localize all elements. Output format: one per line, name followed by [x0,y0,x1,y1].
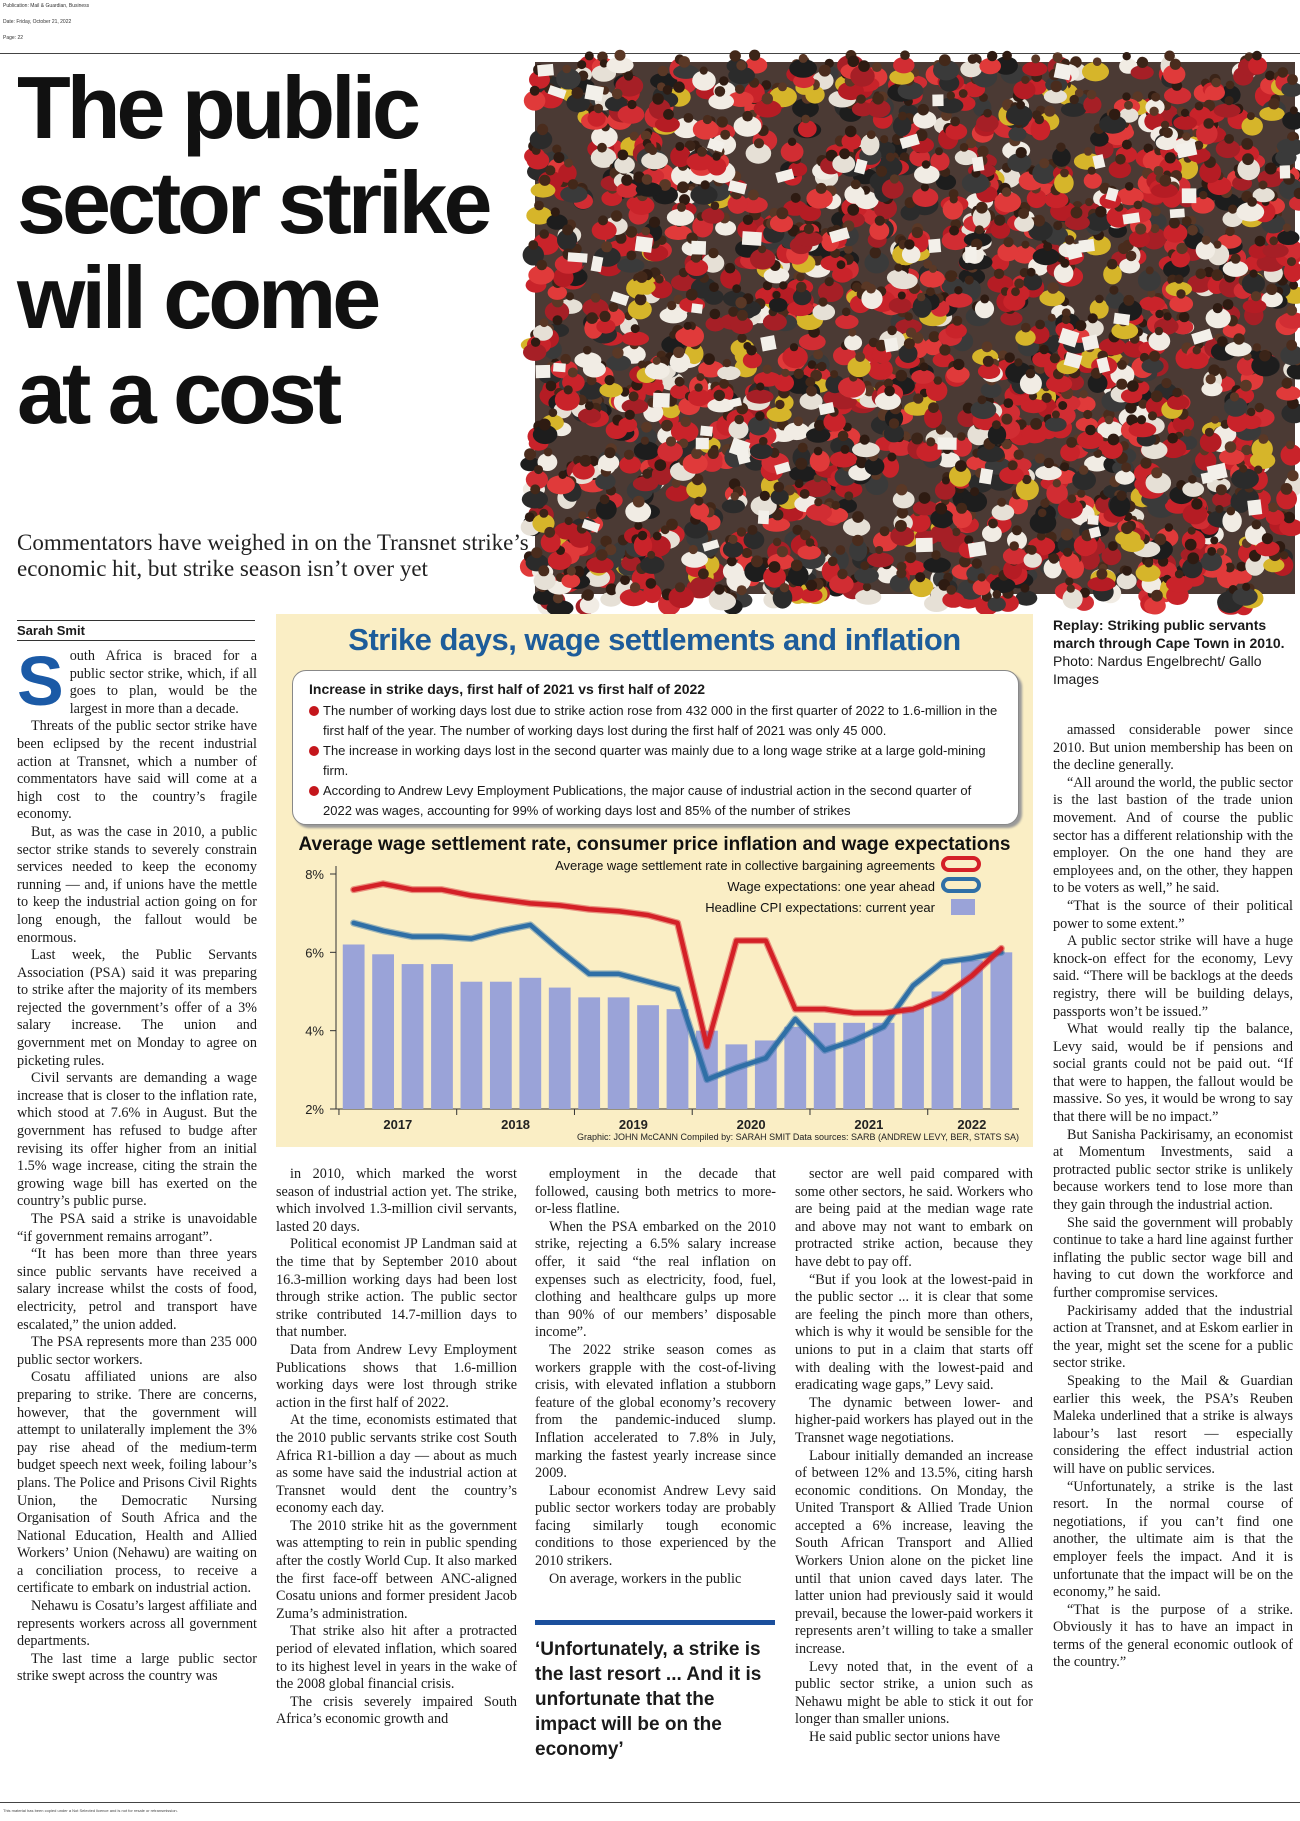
y-tick-label: 6% [305,945,324,961]
wage-chart [276,854,1033,1132]
article-column-5 [1053,722,1293,1672]
byline: Sarah Smit [17,620,255,641]
article-paragraph: The 2010 strike hit as the government was attempting to rein in public spending after the costly World Cup. It also marked the first face-off between ANC-aligned Cosatu unions and former president Jacob Zuma’s administration. [276,1517,517,1622]
legend-expectations-label: Wage expectations: one year ahead [727,879,935,894]
article-paragraph: Threats of the public sector strike have been eclipsed by the recent industrial action at Transnet, which a number of commentators have said will come at a high cost to the country’s fragile economy. [17,718,257,823]
headline-line: will come [17,248,378,347]
graphic-title: Strike days, wage settlements and inflation [348,622,961,657]
cpi-bar [608,997,630,1109]
article-paragraph: “That is the purpose of a strike. Obviously it has to have an impact in terms of the general economic outlook of the country.” [1053,1601,1293,1671]
article-paragraph: in 2010, which marked the worst season of industrial action yet. The strike, which involved 1.3-million civil servants, lasted 20 days. [276,1166,517,1235]
article-paragraph: The 2022 strike season comes as workers grapple with the cost-of-living crisis, with elevated inflation a stubborn feature of the global economy’s recovery from the pandemic-induced slump. Inflation accelerated to 7.8% in July, marking the fastest yearly increase since 2009. [535,1341,776,1482]
cpi-bar [725,1044,747,1109]
cpi-bar [343,945,365,1110]
article-paragraph: But, as was the case in 2010, a public sector strike stands to severely constrain services needed to keep the economy running — and, if unions have the mettle to keep the industrial action going on for long enough, the fallout would be enormous. [17,823,257,946]
article-paragraph: The last time a large public sector strike swept across the country was [17,1650,257,1685]
cpi-bar [372,954,394,1109]
cpi-bar [990,952,1012,1109]
info-bullet: According to Andrew Levy Employment Publications, the major cause of industrial action in the second quarter of 2022 was wages, accounting for 99% of working days lost and 85% of the number of strikes [309,781,1002,821]
x-tick-label: 2017 [383,1117,413,1132]
article-paragraph: Cosatu affiliated unions are also preparing to strike. There are concerns, however, that the government will attempt to unilaterally implement the 3% pay rise ahead of the medium-term budget speech next week, foiling labour’s plans. The Police and Prisons Civil Rights Union, the Democratic Nursing Organisation of South Africa and the National Education, Health and Allied Workers’ Union (Nehawu) are waiting on a conciliation process, to receive a certificate to embark on industrial action. [17,1369,257,1597]
article-paragraph: What would really tip the balance, Levy said, would be if pensions and social grants could not be paid out. “If that were to happen, the fallout would be massive. So yes, it would be wrong to say that there will be no impact.” [1053,1021,1293,1126]
headline-line: The public [17,58,417,157]
legend-cpi-swatch [951,899,975,915]
article-paragraph: Speaking to the Mail & Guardian earlier this week, the PSA’s Reuben Maleka underlined that a strike is always labour’s last resort — especially considering the effect industrial action will have on public services. [1053,1372,1293,1477]
article-paragraph: Last week, the Public Servants Association (PSA) said it was preparing to strike after the majority of its members rejected the government’s offer of a 3% salary increase. The union and government met on Monday to agree on picketing rules. [17,947,257,1069]
pull-quote: ‘Unfortunately, a strike is the last resort ... And it is unfortunate that the impact will be on the economy’ [535,1620,775,1762]
cpi-bar [519,978,541,1109]
article-paragraph: outh Africa is braced for a public sector strike, which, if all goes to plan, would be the largest in more than a decade. [69,648,257,717]
article-paragraph: “That is the source of their political power to some extent.” [1053,897,1293,932]
cpi-bar [490,982,512,1109]
info-box [292,670,1019,825]
x-tick-label: 2020 [736,1117,766,1132]
article-paragraph: A public sector strike will have a huge knock-on effect for the economy, Levy said. “There will be backlogs at the deeds registry, there will be building delays, passports won’t be issued.” [1053,933,1293,1020]
headline-line: sector strike [17,153,489,252]
x-tick-label: 2022 [957,1117,987,1132]
article-paragraph: She said the government will probably continue to take a hard line against further inflating the public sector wage bill and having to cut down the workforce and further compromise services. [1053,1214,1293,1301]
article-column-4 [795,1166,1033,1747]
cpi-bar [431,964,453,1109]
x-tick-label: 2021 [854,1117,884,1132]
article-paragraph: But Sanisha Packirisamy, an economist at Momentum Investments, said a protracted public sector strike is unlikely because workers tend to lose more than they gain through the industrial action. [1053,1126,1293,1214]
cpi-bar [461,982,483,1109]
x-tick-label: 2018 [501,1117,531,1132]
article-paragraph: Levy noted that, in the event of a public sector strike, a union such as Nehawu might be able to stick it out for longer than smaller unions. [795,1658,1033,1728]
article-paragraph: That strike also hit after a protracted period of elevated inflation, which soared to its highest level in years in the wake of the 2008 global financial crisis. [276,1623,517,1693]
legend-expectations-swatch [943,879,979,891]
headline [17,60,537,440]
article-paragraph: When the PSA embarked on the 2010 strike, rejecting a 6.5% salary increase offer, it said “the real inflation on expenses such as electricity, food, fuel, clothing and healthcare gulps up more than 90% of our members’ disposable income”. [535,1218,776,1341]
cpi-bar [932,992,954,1110]
drop-cap: S [17,642,64,720]
article-paragraph: Data from Andrew Levy Employment Publications shows that 1.6-million working days were lost through strike action in the first half of 2022. [276,1341,517,1411]
cpi-bar [402,964,424,1109]
legend-settlement-swatch [943,858,979,870]
crowd-photo-image [535,62,1295,594]
y-tick-label: 4% [305,1023,324,1039]
x-tick-label: 2019 [618,1117,648,1132]
article-paragraph: Political economist JP Landman said at the time that by September 2010 about 16.3-million working days had been lost through strike action. The public sector strike contributed 14.7-million days to that number. [276,1236,517,1341]
article-paragraph: He said public sector unions have [809,1729,1001,1745]
standfirst: Commentators have weighed in on the Transnet strike’s economic hit, but strike season isn’t over yet [17,530,529,581]
article-column-1 [17,642,257,1686]
article-column-3 [535,1166,776,1588]
cpi-bar [784,1027,806,1109]
article-paragraph: The crisis severely impaired South Africa’s economic growth and [276,1693,517,1728]
page-meta: Page: 22 [3,35,24,41]
cpi-bar [873,1023,895,1109]
article-paragraph: “But if you look at the lowest-paid in the public sector ... it is clear that some are feeling the pinch more than others, which is why it would be sensible for the unions to put in a claim that starts off with dealing with the lowest-paid and eradicating wage gaps,” Levy said. [795,1271,1033,1394]
article-paragraph: “All around the world, the public sector is the last bastion of the trade union movement. And of course the public sector has a different relationship with the employer. On the one hand they are employees and, on the other, they happen to be voters as well,” he said. [1053,774,1293,897]
graphic-credits: Graphic: JOHN McCANN Compiled by: SARAH SMIT Data sources: SARB (ANDREW LEVY, BER, STATS SA) [577,1132,1019,1142]
info-box-title: Increase in strike days, first half of 2021 vs first half of 2022 [309,681,706,697]
cpi-bar [637,1005,659,1109]
article-paragraph: Nehawu is Cosatu’s largest affiliate and represents workers across all government departments. [17,1598,257,1650]
article-paragraph: At the time, economists estimated that the 2010 public servants strike cost South Africa R1-billion a day — about as much as some have said the industrial action at Transnet would dent the country’s economy each day. [276,1412,517,1517]
article-paragraph: Packirisamy added that the industrial action at Transnet, and at Eskom earlier in the year, might set the scene for a public sector strike. [1053,1302,1293,1372]
headline-line: at a cost [17,343,339,442]
article-paragraph: Labour economist Andrew Levy said public sector workers today are probably facing similarly tough economic conditions to those experienced by the 2010 strikers. [535,1482,776,1570]
article-paragraph: On average, workers in the public [549,1570,742,1587]
article-column-2 [276,1166,517,1729]
y-tick-label: 2% [305,1102,324,1117]
footer-notice: This material has been copied under a Not Selected licence and is not for resale or retransmission. [3,1808,178,1813]
article-paragraph: Labour initially demanded an increase of between 12% and 13.5%, citing harsh economic conditions. On Monday, the United Transport & Allied Trade Union accepted a 6% increase, leaving the South African Transport and Allied Workers Union alone on the picket line until that union caved days later. The latter union had previously said it would prevail, because the lower-paid workers it represents aren’t willing to take a smaller increase. [795,1447,1033,1658]
infographic [276,614,1033,1147]
article-paragraph: “Unfortunately, a strike is the last resort. In the normal course of negotiations, if you can’t find one another, the ultimate aim is that the employer feels the impact. And it is unfortunate that the impact will be on the economy,” he said. [1053,1478,1293,1601]
cpi-bar [578,997,600,1109]
article-paragraph: The PSA said a strike is unavoidable “if government remains arrogant”. [17,1211,257,1245]
article-paragraph: amassed considerable power since 2010. But union membership has been on the decline generally. [1053,722,1293,774]
info-bullet: The number of working days lost due to strike action rose from 432 000 in the first quarter of 2022 to 1.6-million in the first half of the year. The number of working days lost during the first half of 2021 was only 45 000. [309,701,1002,741]
y-tick-label: 8% [305,867,324,882]
article-paragraph: Civil servants are demanding a wage increase that is closer to the inflation rate, which stood at 7.6% in August. But the government has refused to budge after revising its offer higher from an initial 1.5% wage increase, citing the strain the growing wage bill has exerted on the country’s public purse. [17,1070,257,1210]
article-paragraph: The PSA represents more than 235 000 public sector workers. [17,1334,257,1368]
date-meta: Date: Friday, October 21, 2022 [3,19,72,25]
info-bullet: The increase in working days lost in the second quarter was mainly due to a long wage strike at a large gold-mining firm. [309,741,1002,781]
article-paragraph: The dynamic between lower- and higher-paid workers has played out in the Transnet wage negotiations. [795,1394,1033,1446]
legend-cpi-label: Headline CPI expectations: current year [705,900,935,915]
crowd-photo [535,62,1295,594]
publication-meta: Publication: Mail & Guardian, Business [3,3,90,9]
photo-caption [1053,616,1293,688]
chart-title: Average wage settlement rate, consumer price inflation and wage expectations [298,834,1011,855]
cpi-bar [549,988,571,1109]
caption-credit: Photo: Nardus Engelbrecht/ Gallo Images [1053,653,1262,687]
article-paragraph: employment in the decade that followed, causing both metrics to more-or-less flatline. [535,1166,776,1218]
article-paragraph: “It has been more than three years since public servants have received a salary increase whilst the costs of food, electricity, petrol and transport have escalated,” the union added. [17,1246,257,1333]
legend-settlement-label: Average wage settlement rate in collective bargaining agreements [555,858,935,873]
article-paragraph: sector are well paid compared with some other sectors, he said. Workers who are being paid at the median wage rate and above may not want to embark on protracted strike action, because they have debt to pay off. [795,1166,1033,1270]
cpi-bar [814,1023,836,1109]
caption-text: Replay: Striking public servants march through Cape Town in 2010. [1053,617,1285,651]
cpi-bar [902,1007,924,1109]
